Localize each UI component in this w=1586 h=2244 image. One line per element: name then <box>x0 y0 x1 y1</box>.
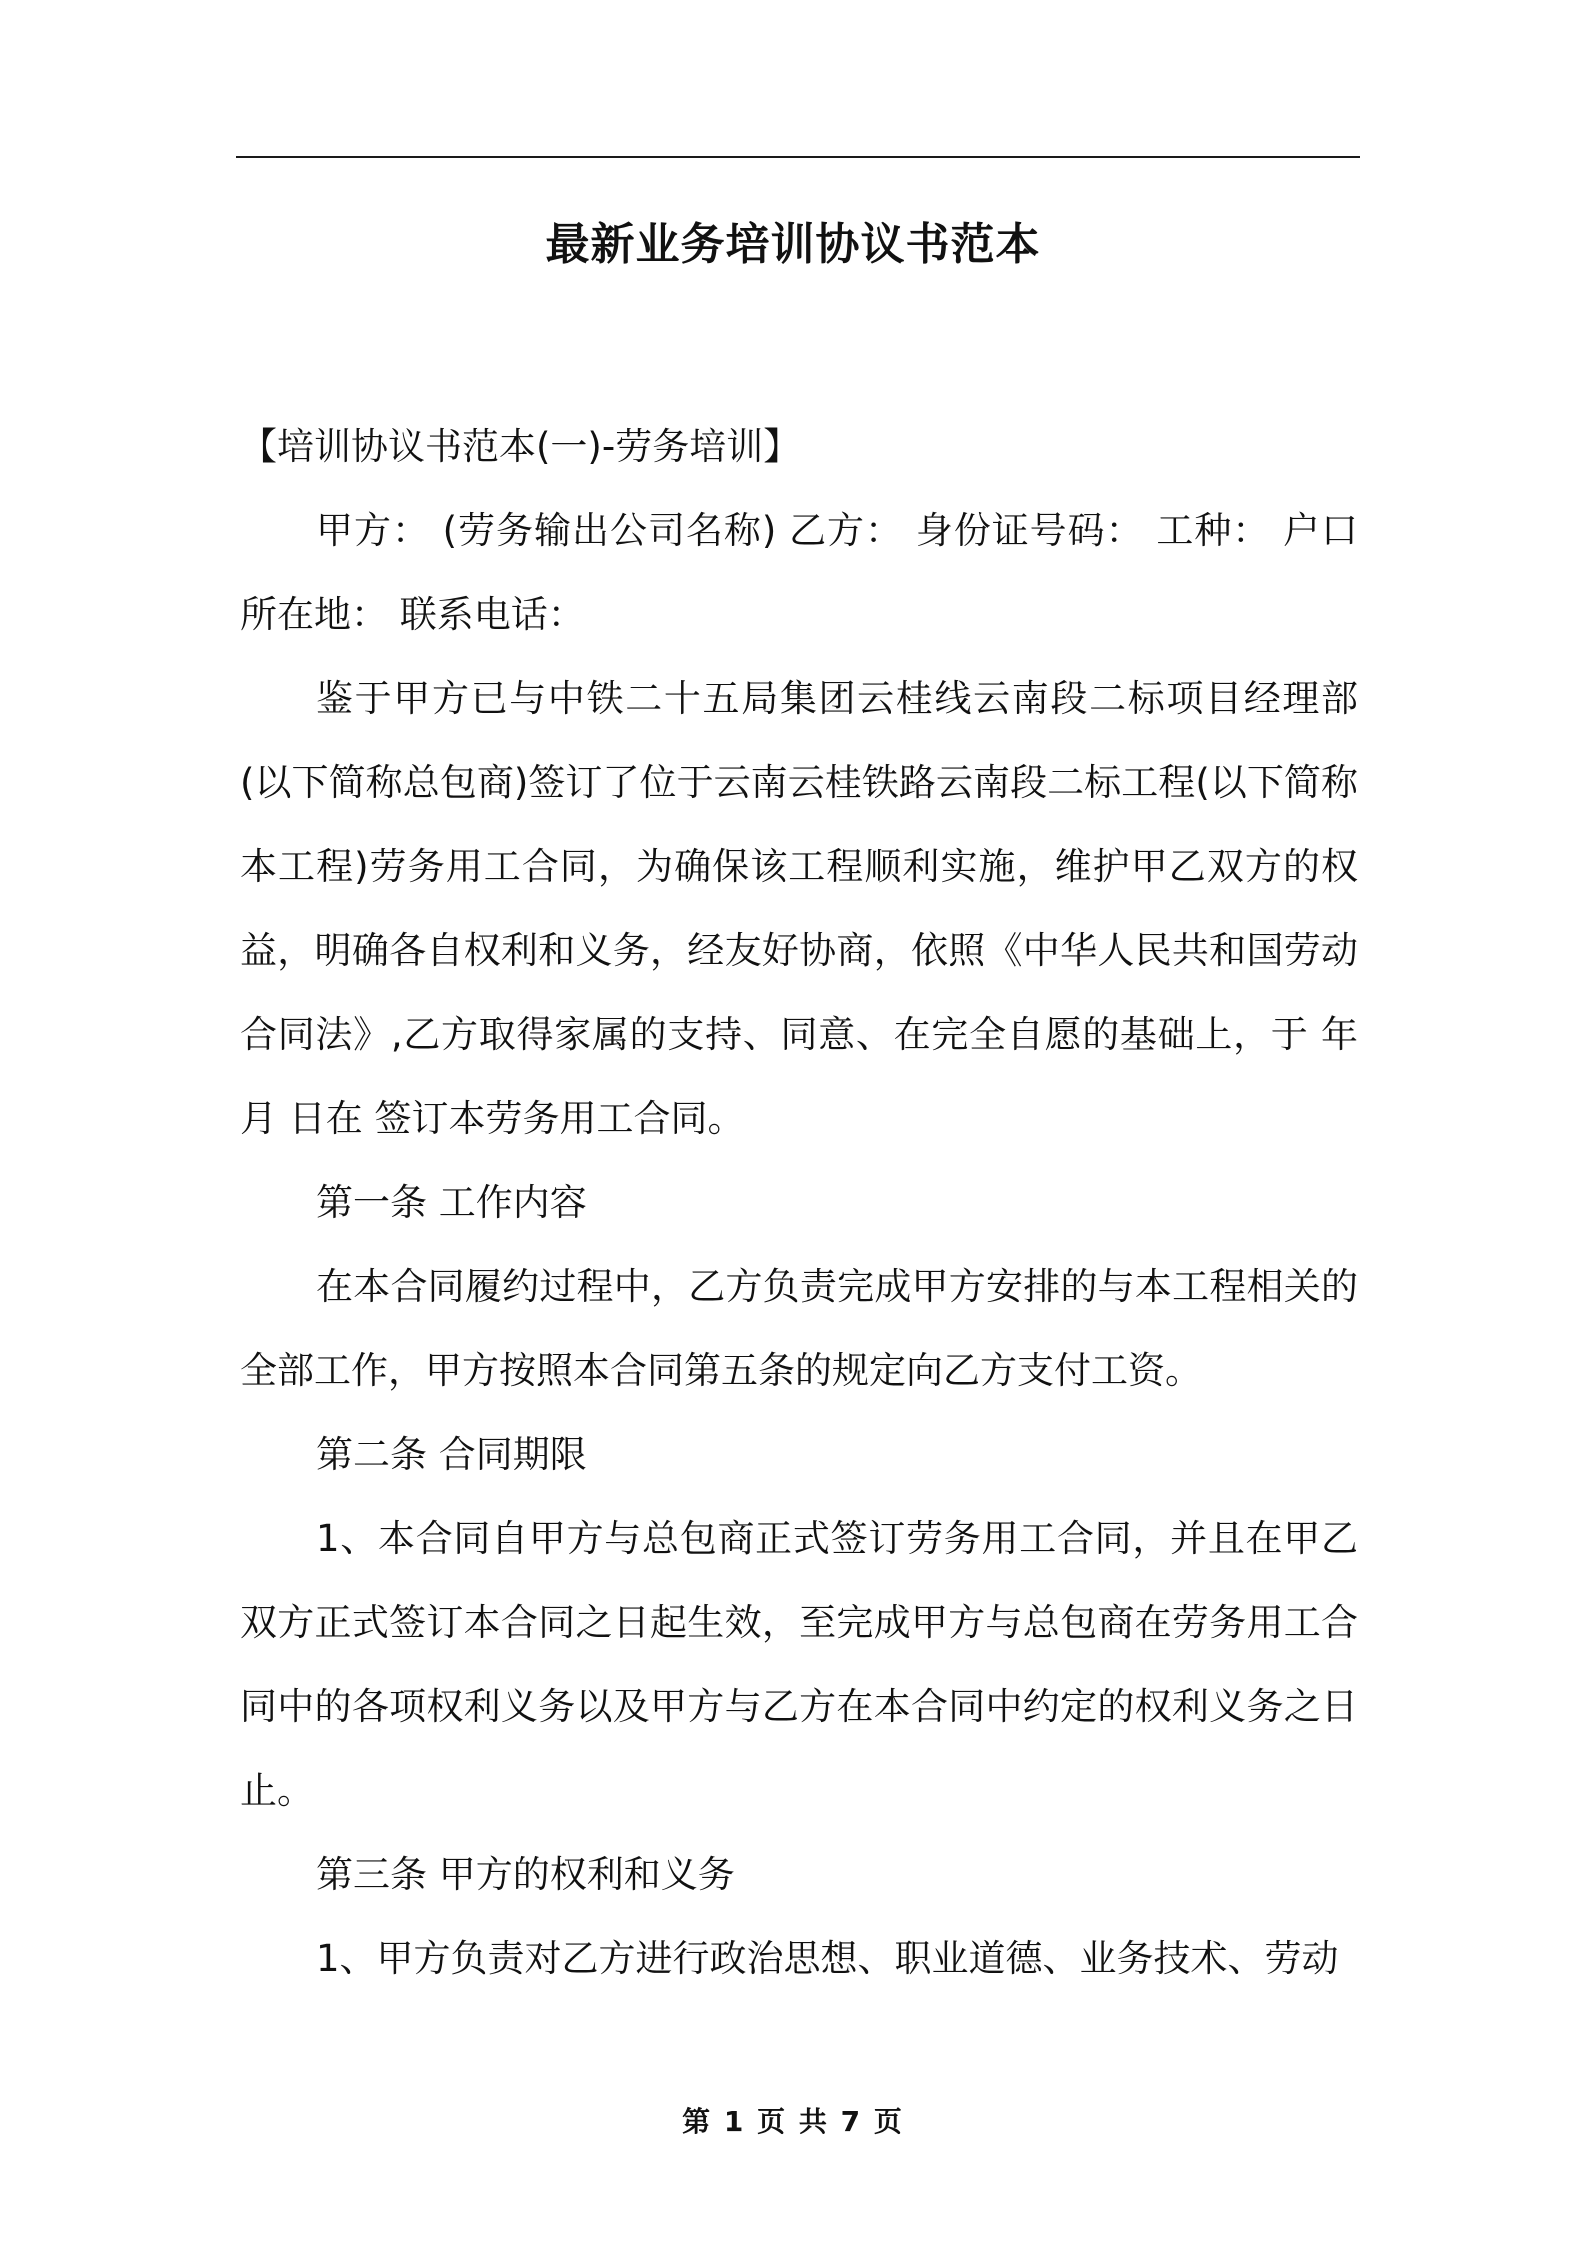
document-body <box>240 405 1358 2001</box>
article-2-heading: 第二条 合同期限 <box>316 1433 587 1476</box>
article-1-heading: 第一条 工作内容 <box>316 1181 587 1224</box>
section-heading: 【培训协议书范本(一)-劳务培训】 <box>240 425 801 468</box>
document-title: 最新业务培训协议书范本 <box>545 219 1041 270</box>
article-2-paragraph: 1、本合同自甲方与总包商正式签订劳务用工合同，并且在甲乙双方正式签订本合同之日起生效，至完成甲方与总包商在劳务用工合同中的各项权利义务以及甲方与乙方在本合同中约定的权利义务之日止。 <box>240 1517 1358 1812</box>
article-3-heading: 第三条 甲方的权利和义务 <box>316 1853 735 1896</box>
page-number: 第 1 页 共 7 页 <box>682 2105 904 2138</box>
party-info-paragraph: 甲方： (劳务输出公司名称) 乙方： 身份证号码： 工种： 户口所在地： 联系电话： <box>240 509 1358 636</box>
article-1-paragraph: 在本合同履约过程中，乙方负责完成甲方安排的与本工程相关的全部工作，甲方按照本合同第五条的规定向乙方支付工资。 <box>240 1265 1358 1392</box>
article-3-paragraph: 1、甲方负责对乙方进行政治思想、职业道德、业务技术、劳动 <box>316 1937 1339 1980</box>
preamble-paragraph: 鉴于甲方已与中铁二十五局集团云桂线云南段二标项目经理部(以下简称总包商)签订了位于云南云桂铁路云南段二标工程(以下简称本工程)劳务用工合同，为确保该工程顺利实施，维护甲乙双方的权益，明确各自权利和义务，经友好协商，依照《中华人民共和国劳动合同法》,乙方取得家属的支持、同意、在完全自愿的基础上，于 年 月 日在 签订本劳务用工合同。 <box>240 677 1358 1140</box>
header-rule <box>236 156 1360 158</box>
